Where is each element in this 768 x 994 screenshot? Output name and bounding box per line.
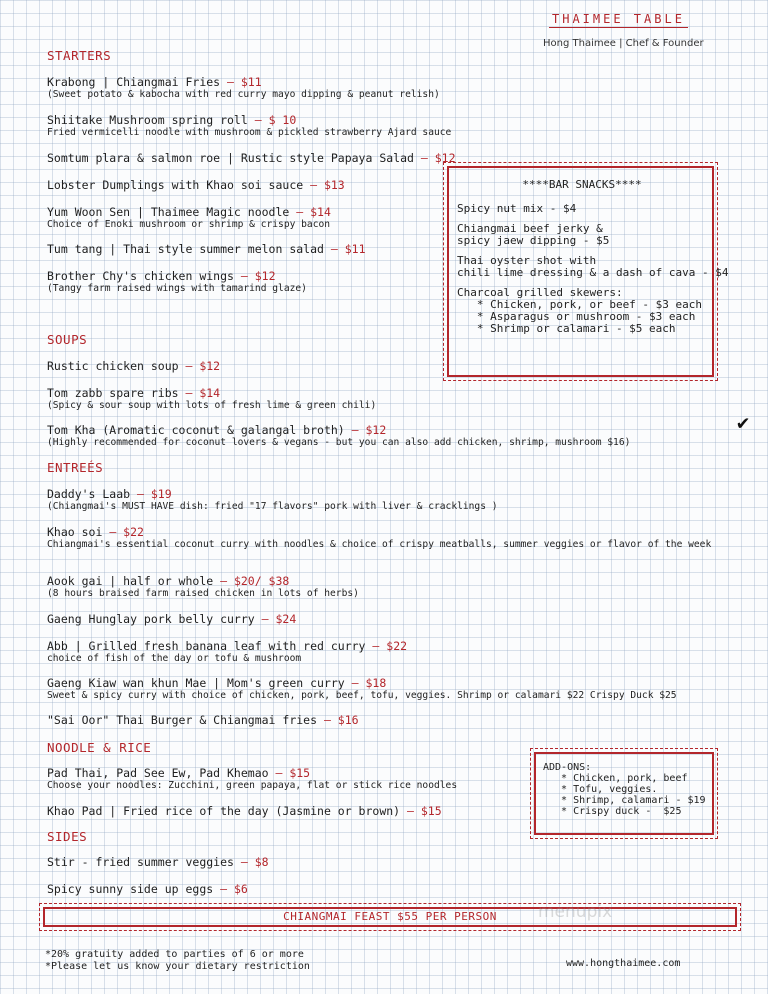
item-name: Khao soi <box>47 525 110 539</box>
menu-item <box>47 386 376 411</box>
item-name: Shiitake Mushroom spring roll <box>47 113 255 127</box>
item-name: Lobster Dumplings with Khao soi sauce <box>47 178 304 192</box>
item-description: (Sweet potato & kabocha with red curry mayo dipping & peanut relish) <box>47 89 440 100</box>
menu-item <box>47 178 345 192</box>
item-price: — $15 <box>268 766 311 780</box>
feast-banner <box>39 903 741 931</box>
item-name: Abb | Grilled fresh banana leaf with red curry <box>47 639 366 653</box>
item-price: — $6 <box>220 882 248 896</box>
section-heading-sides: SIDES <box>47 829 88 844</box>
item-price: — $15 <box>407 804 442 818</box>
add-ons-box <box>530 748 718 839</box>
item-name: Gaeng Hunglay pork belly curry <box>47 612 262 626</box>
menu-item <box>47 676 677 701</box>
menu-item <box>47 423 630 448</box>
item-name: Rustic chicken soup <box>47 359 186 373</box>
menu-item <box>47 574 359 599</box>
menu-item <box>47 75 440 100</box>
item-name: Tom zabb spare ribs <box>47 386 179 400</box>
item-description: Sweet & spicy curry with choice of chicken, pork, beef, tofu, veggies. Shrimp or calamari $22 Crispy Duck $25 <box>47 690 677 701</box>
item-name: Brother Chy's chicken wings <box>47 269 241 283</box>
item-price: — $22 <box>109 525 144 539</box>
bar-snack-item: Spicy nut mix - $4 <box>457 202 577 215</box>
restaurant-title: THAIMEE TABLE <box>549 12 688 28</box>
menu-item <box>47 242 366 256</box>
item-name: Gaeng Kiaw wan khun Mae | Mom's green curry <box>47 676 345 690</box>
item-name: Pad Thai, Pad See Ew, Pad Khemao <box>47 766 269 780</box>
item-description: Choose your noodles: Zucchini, green papaya, flat or stick rice noodles <box>47 780 458 791</box>
item-price: — $14 <box>296 205 331 219</box>
menu-item <box>47 359 220 373</box>
item-price: — $11 <box>220 75 262 89</box>
checkmark-icon: ✔ <box>737 410 750 434</box>
bar-snacks-title: ****BAR SNACKS**** <box>522 178 642 191</box>
item-name: Stir - fried summer veggies <box>47 855 234 869</box>
website-link[interactable]: www.hongthaimee.com <box>566 958 681 969</box>
add-ons-list: ADD-ONS: * Chicken, pork, beef * Tofu, veggies. * Shrimp, calamari - $19 * Crispy duck - $25 <box>543 762 706 817</box>
item-name: Khao Pad | Fried rice of the day (Jasmine or brown) <box>47 804 408 818</box>
item-name: Daddy's Laab <box>47 487 131 501</box>
item-name: Spicy sunny side up eggs <box>47 882 221 896</box>
item-price: — $19 <box>130 487 172 501</box>
item-price: — $11 <box>323 242 366 256</box>
dietary-note: *Please let us know your dietary restriction <box>45 961 310 972</box>
item-price: — $12 <box>344 423 387 437</box>
section-heading-noodle-rice: NOODLE & RICE <box>47 740 152 755</box>
item-description: (8 hours braised farm raised chicken in lots of herbs) <box>47 588 359 599</box>
item-description: Fried vermicelli noodle with mushroom & pickled strawberry Ajard sauce <box>47 127 452 138</box>
item-price: — $8 <box>233 855 269 869</box>
item-price: — $12 <box>413 151 456 165</box>
feast-text: CHIANGMAI FEAST $55 PER PERSON <box>43 907 737 927</box>
menu-item <box>47 804 442 818</box>
item-name: Tom Kha (Aromatic coconut & galangal broth) <box>47 423 345 437</box>
item-price: — $18 <box>344 676 387 690</box>
item-name: Somtum plara & salmon roe | Rustic style Papaya Salad <box>47 151 414 165</box>
menu-item <box>47 766 457 791</box>
item-price: — $13 <box>303 178 345 192</box>
section-heading-entrees: ENTREÉS <box>47 460 104 475</box>
item-price: — $12 <box>240 269 276 283</box>
bar-snack-item: Chiangmai beef jerky & spicy jaew dipping - $5 <box>457 222 610 247</box>
item-price: — $24 <box>261 612 297 626</box>
menu-item <box>47 525 727 550</box>
section-heading-soups: SOUPS <box>47 332 88 347</box>
bar-snack-item: Thai oyster shot with chili lime dressing & a dash of cava - $4 <box>457 254 729 279</box>
menu-item <box>47 269 307 294</box>
item-description: (Tangy farm raised wings with tamarind glaze) <box>47 283 307 294</box>
item-price: — $16 <box>317 713 359 727</box>
menu-item <box>47 487 498 512</box>
gratuity-note: *20% gratuity added to parties of 6 or more <box>45 949 304 960</box>
item-description: Choice of Enoki mushroom or shrimp & crispy bacon <box>47 219 331 230</box>
item-price: — $20/ $38 <box>213 574 290 588</box>
item-name: Tum tang | Thai style summer melon salad <box>47 242 324 256</box>
item-name: "Sai Oor" Thai Burger & Chiangmai fries <box>47 713 318 727</box>
item-price: — $12 <box>185 359 221 373</box>
bar-snacks-box <box>443 162 729 381</box>
item-description: (Spicy & sour soup with lots of fresh lime & green chili) <box>47 400 377 411</box>
item-price: — $ 10 <box>254 113 297 127</box>
item-name: Aook gai | half or whole <box>47 574 214 588</box>
item-price: — $14 <box>178 386 221 400</box>
item-description: Chiangmai's essential coconut curry with noodles & choice of crispy meatballs, summer veggies or flavor of the week <box>47 539 712 550</box>
item-price: — $22 <box>365 639 408 653</box>
menu-item <box>47 205 331 230</box>
item-description: (Highly recommended for coconut lovers & vegans - but you can also add chicken, shrimp, mushroom $16) <box>47 437 631 448</box>
menu-item <box>47 855 269 869</box>
menu-item <box>47 113 451 138</box>
menu-item <box>47 612 296 626</box>
menu-item <box>47 713 359 727</box>
menu-item <box>47 639 407 664</box>
watermark: menupix <box>538 902 613 922</box>
item-description: (Chiangmai's MUST HAVE dish: fried "17 flavors" pork with liver & cracklings ) <box>47 501 498 512</box>
chef-subtitle: Hong Thaimee | Chef & Founder <box>543 38 704 49</box>
bar-snack-item: Charcoal grilled skewers: * Chicken, pork, or beef - $3 each * Asparagus or mushroom - $3 each * Shrimp or calamari - $5 each <box>457 286 703 335</box>
item-name: Krabong | Chiangmai Fries <box>47 75 221 89</box>
item-name: Yum Woon Sen | Thaimee Magic noodle <box>47 205 297 219</box>
item-description: choice of fish of the day or tofu & mushroom <box>47 653 302 664</box>
section-heading-starters: STARTERS <box>47 48 112 63</box>
menu-item <box>47 882 248 896</box>
menu-item <box>47 151 456 165</box>
